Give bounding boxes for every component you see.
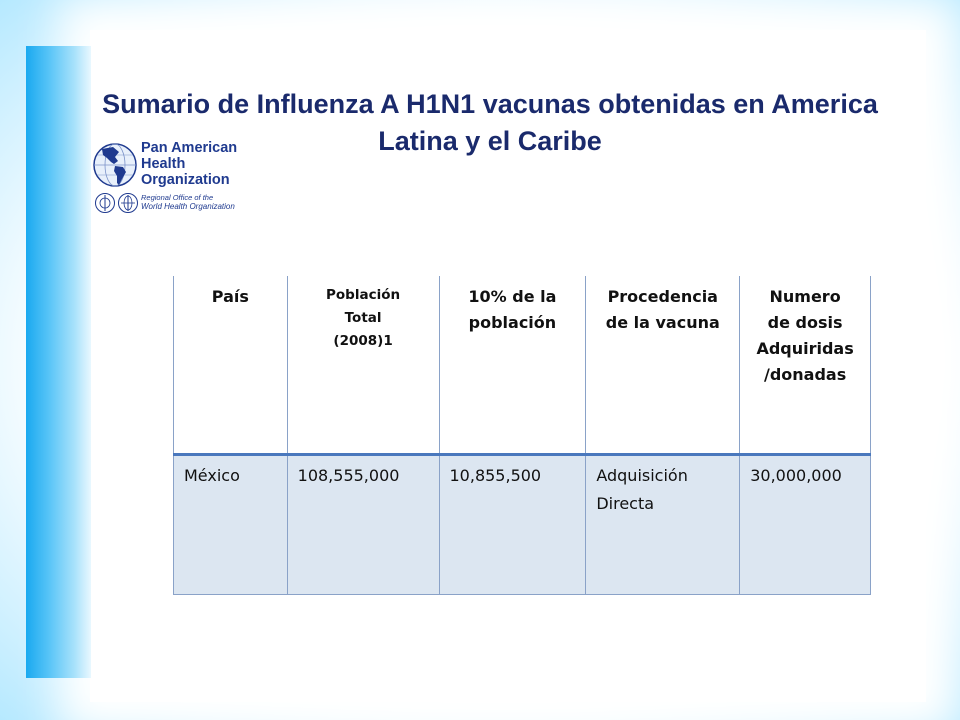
- logo-sub-line: World Health Organization: [141, 202, 235, 211]
- table-row: [174, 455, 871, 595]
- header-line: Total: [344, 310, 382, 326]
- paho-emblem-icon: [96, 194, 115, 213]
- logo-org-name: [141, 140, 261, 188]
- header-line: población: [468, 313, 557, 332]
- header-line: Adquiridas: [756, 339, 854, 358]
- cell-diez-pct: 10,855,500: [439, 455, 586, 595]
- vaccine-table: [173, 276, 871, 595]
- cell-procedencia: [586, 455, 740, 595]
- paho-logo: [93, 138, 258, 218]
- emblem-icons: [95, 192, 139, 214]
- header-poblacion: [287, 276, 439, 455]
- logo-name-line: Pan American: [141, 140, 238, 156]
- who-emblem-icon: [119, 194, 138, 213]
- logo-name-line: Organization: [141, 172, 230, 188]
- globe-americas-icon: [93, 142, 137, 188]
- header-line: de dosis: [767, 313, 843, 332]
- logo-name-line: Health: [141, 156, 186, 172]
- header-line: /donadas: [763, 365, 847, 384]
- header-line: Procedencia: [607, 287, 718, 306]
- logo-subtitle: [141, 193, 261, 211]
- slide-title: Sumario de Influenza A H1N1 vacunas obtenidas en America Latina y el Caribe: [102, 89, 878, 156]
- cell-pais: México: [174, 455, 288, 595]
- table-header-row: [174, 276, 871, 455]
- header-procedencia: [586, 276, 740, 455]
- header-diez-pct: [439, 276, 586, 455]
- accent-bar: [26, 46, 91, 678]
- header-dosis: [740, 276, 871, 455]
- cell-poblacion: 108,555,000: [287, 455, 439, 595]
- header-line: Numero: [769, 287, 841, 306]
- logo-sub-line: Regional Office of the: [141, 193, 214, 202]
- header-line: de la vacuna: [605, 313, 720, 332]
- header-line: (2008)1: [333, 333, 393, 349]
- header-pais: [174, 276, 288, 455]
- cell-dosis: 30,000,000: [740, 455, 871, 595]
- header-line: País: [211, 287, 249, 306]
- cell-line: Adquisición: [596, 466, 688, 485]
- header-line: Población: [326, 287, 401, 303]
- cell-line: Directa: [596, 494, 655, 513]
- header-line: 10% de la: [468, 287, 557, 306]
